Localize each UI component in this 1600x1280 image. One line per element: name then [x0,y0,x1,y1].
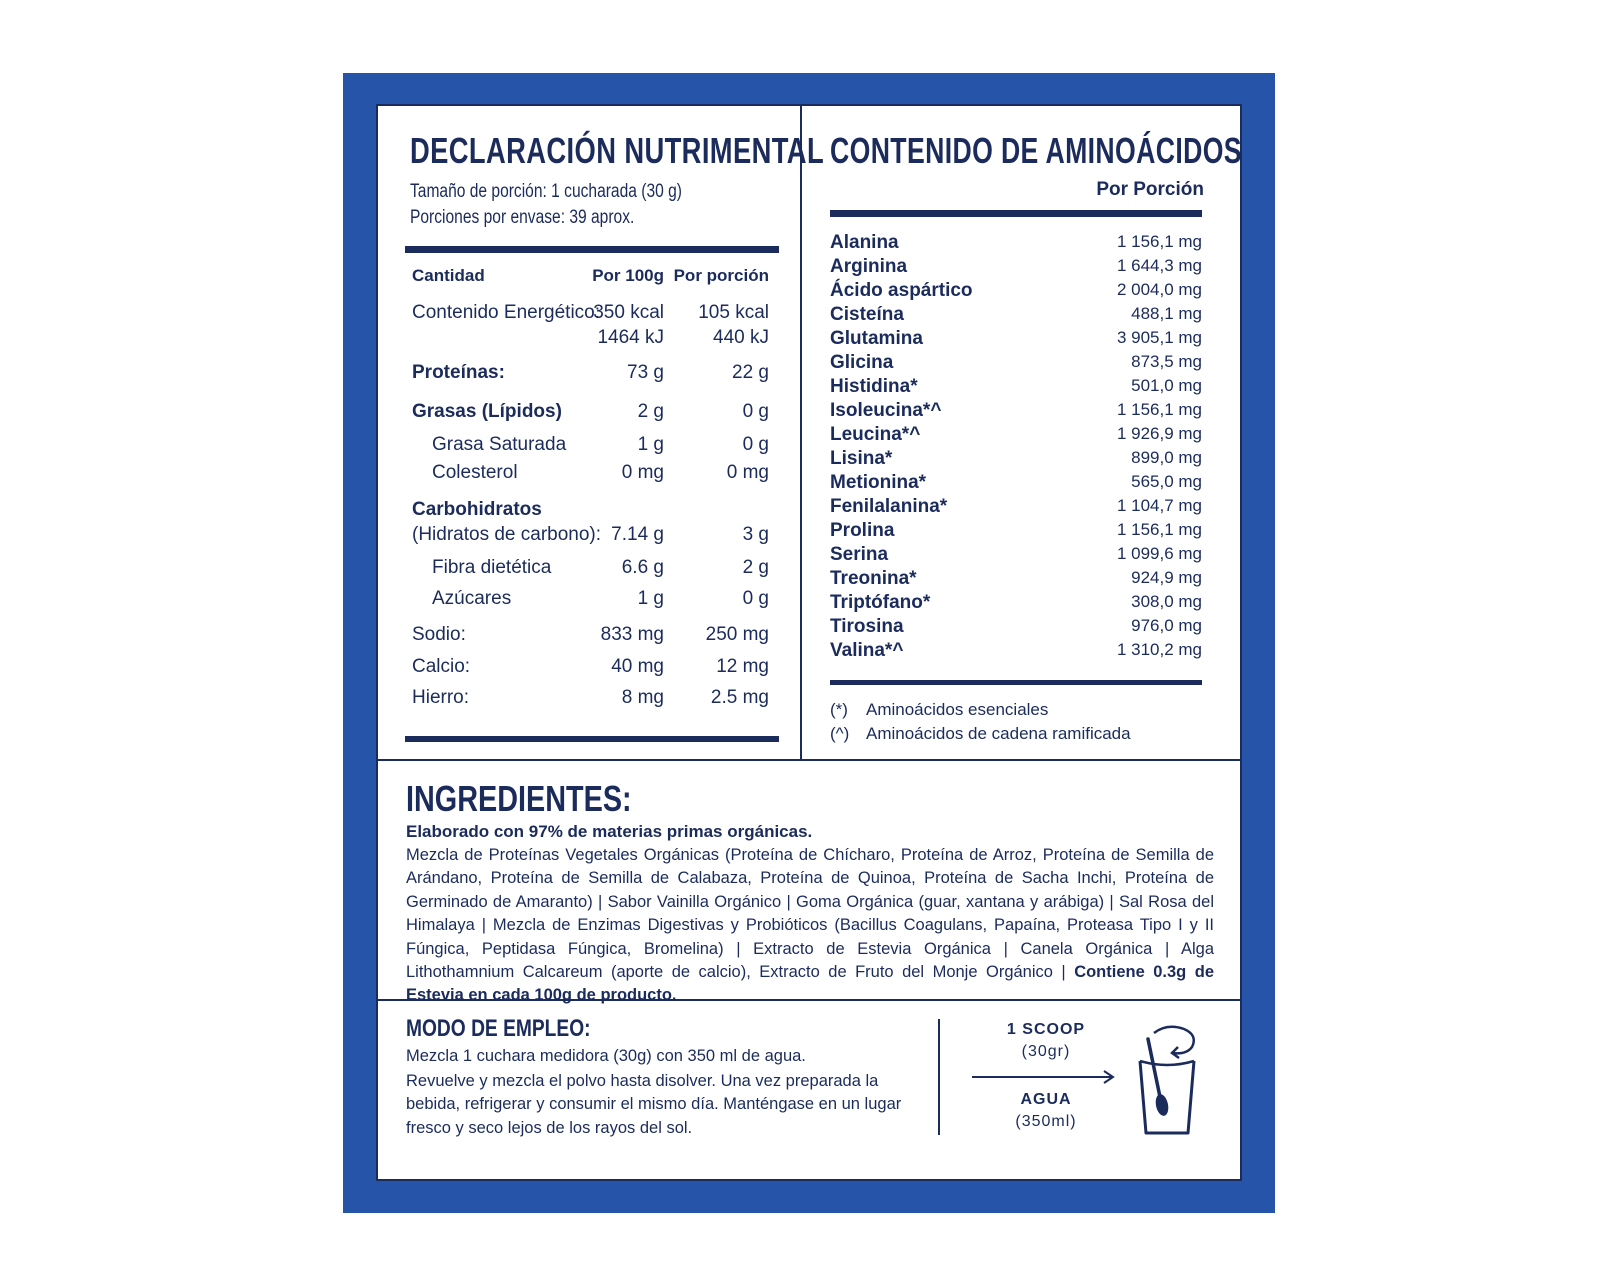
amino-row [830,520,1202,544]
amino-value: 899,0 mg [1131,448,1202,467]
row-label: Calcio: [412,656,471,677]
header-per100: Por 100g [592,266,664,285]
row-label: Hierro: [412,687,470,708]
scoop-amount: (30gr) [1021,1043,1071,1060]
usage-line-2: Revuelve y mezcla el polvo hasta disolver. Una vez preparada la bebida, refrigerar y consumir el mismo día. Manténgase en un lugar fresco y seco lejos de los rayos del sol. [406,1072,902,1137]
amino-name: Triptófano* [830,592,931,613]
usage-title: MODO DE EMPLEO: [406,1015,591,1042]
amino-row [830,280,1202,304]
nutrition-section [410,106,825,759]
amino-row [830,328,1202,352]
amino-name: Glutamina [830,328,923,349]
ingredients-lead: Elaborado con 97% de materias primas orgánicas. [406,822,813,841]
energy-kcal-serv: 105 kcal [698,302,769,323]
amino-row [830,256,1202,280]
row-per100: 0 mg [621,462,664,483]
amino-value: 488,1 mg [1131,304,1202,323]
row-per100: 2 g [637,401,664,422]
row-per100: 7.14 g [611,524,664,545]
amino-value: 3 905,1 mg [1116,328,1202,347]
amino-row [830,616,1202,640]
amino-name: Valina*^ [830,640,904,661]
ingredients-stevia-note: Contiene 0.3g de Estevia en cada 100g de producto. [406,963,1214,1005]
amino-row [830,592,1202,616]
row-label: Grasa Saturada [432,434,567,455]
row-label: (Hidratos de carbono): [412,524,602,545]
legend-text: Aminoácidos de cadena ramificada [866,724,1131,743]
header-perserv: Por porción [673,266,769,285]
row-perserv: 0 g [742,588,769,609]
header-qty: Cantidad [412,266,485,285]
amino-legend-essential [830,700,1048,720]
row-perserv: 3 g [742,524,769,545]
amino-name: Alanina [830,232,899,253]
amino-name: Arginina [830,256,908,277]
amino-row [830,448,1202,472]
row-perserv: 2 g [742,557,769,578]
energy-kcal-100: 350 kcal [593,302,664,323]
amino-name: Metionina* [830,472,927,493]
amino-value: 1 156,1 mg [1116,520,1202,539]
amino-name: Treonina* [830,568,917,589]
serving-size-label: Tamaño de porción: [410,181,547,202]
row-label: Proteínas: [412,362,505,383]
amino-row [830,472,1202,496]
usage-section [406,1001,1214,1179]
ingredients-title: INGREDIENTES: [406,778,632,819]
row-per100: 6.6 g [621,557,664,578]
row-per100: 40 mg [611,656,664,677]
amino-row [830,568,1202,592]
legend-text: Aminoácidos esenciales [866,700,1049,719]
nutrition-row-energy [412,302,774,352]
ingredients-body [406,844,1214,1008]
amino-value: 976,0 mg [1131,616,1202,635]
column-divider [800,106,802,759]
amino-legend-branched [830,724,1131,744]
row-per100: 1 g [637,588,664,609]
amino-name: Isoleucina*^ [830,400,942,421]
nutrition-thick-rule-top [405,246,779,253]
amino-row [830,376,1202,400]
amino-value: 1 099,6 mg [1116,544,1202,563]
row-perserv: 0 g [742,401,769,422]
water-label: AGUA [1020,1091,1072,1108]
row-perserv: 0 g [742,434,769,455]
energy-kj-serv: 440 kJ [713,327,769,348]
amino-value: 1 156,1 mg [1116,232,1202,251]
row-perserv: 0 mg [726,462,769,483]
amino-name: Ácido aspártico [830,280,973,301]
scoop-label: 1 SCOOP [1006,1021,1086,1038]
glass-with-spoon-icon [1132,1021,1202,1141]
amino-subtitle: Por Porción [1096,179,1204,200]
amino-name: Leucina*^ [830,424,921,445]
section-divider-top [378,759,1240,761]
energy-kj-100: 1464 kJ [597,327,664,348]
row-per100: 73 g [627,362,664,383]
nutrition-thick-rule-bottom [405,736,779,742]
amino-list [830,232,1202,672]
amino-name: Glicina [830,352,894,373]
amino-row [830,424,1202,448]
label-panel [376,104,1242,1181]
amino-value: 1 156,1 mg [1116,400,1202,419]
amino-value: 924,9 mg [1131,568,1202,587]
row-perserv: 12 mg [716,656,769,677]
row-label: Fibra dietética [432,557,552,578]
row-label: Colesterol [432,462,518,483]
servings-per-container [410,207,634,229]
amino-row [830,232,1202,256]
row-per100: 8 mg [621,687,664,708]
amino-value: 1 926,9 mg [1116,424,1202,443]
amino-name: Histidina* [830,376,918,397]
amino-title: CONTENIDO DE AMINOÁCIDOS [830,130,1242,171]
amino-thick-rule-top [830,210,1202,217]
amino-name: Lisina* [830,448,893,469]
amino-value: 1 644,3 mg [1116,256,1202,275]
amino-row [830,496,1202,520]
amino-row [830,304,1202,328]
row-label: Azúcares [432,588,512,609]
row-label: Sodio: [412,624,466,645]
serving-size-value: 1 cucharada (30 g) [551,181,682,202]
ingredients-text: Mezcla de Proteínas Vegetales Orgánicas (Proteína de Chícharo, Proteína de Arroz, Proteína de Semilla de Arándano, Proteína de Semilla de Calabaza, Proteína de Quinoa, Proteína de Sacha Inchi, Proteína de Germinado de Amaranto) | Sabor Vainilla Orgánico | Goma Orgánica (guar, xantana y arábiga) | Sal Rosa del Himalaya | Mezcla de Enzimas Digestivas y Probióticos (Bacillus Coagulans, Papaína, Proteasa Tipo I y II Fúngica, Peptidasa Fúngica, Bromelina) | Extracto de Estevia Orgánica | Canela Orgánica | Alga Lithothamnium Calcareum (aporte de calcio), Extracto de Fruto del Monje Orgánico | [406,846,1214,982]
servings-label: Porciones por envase: [410,207,566,228]
nutrition-table [412,266,774,746]
amino-section [830,106,1242,759]
legend-symbol: (*) [830,700,848,719]
amino-name: Tirosina [830,616,904,637]
amino-value: 501,0 mg [1131,376,1202,395]
amino-row [830,640,1202,664]
amino-row [830,544,1202,568]
amino-value: 873,5 mg [1131,352,1202,371]
row-perserv: 2.5 mg [710,687,769,708]
serving-size [410,181,682,203]
amino-thick-rule-bottom [830,680,1202,685]
row-perserv: 22 g [732,362,769,383]
amino-value: 308,0 mg [1131,592,1202,611]
row-label: Carbohidratos [412,499,542,520]
water-amount: (350ml) [1015,1113,1077,1130]
nutrition-title: DECLARACIÓN NUTRIMENTAL [410,130,825,171]
amino-value: 565,0 mg [1131,472,1202,491]
row-per100: 833 mg [600,624,664,645]
usage-line-1: Mezcla 1 cuchara medidora (30g) con 350 ml de agua. [406,1047,806,1065]
legend-symbol: (^) [830,724,850,743]
amino-value: 1 104,7 mg [1116,496,1202,515]
arrow-icon [972,1069,1122,1085]
amino-row [830,400,1202,424]
amino-value: 1 310,2 mg [1116,640,1202,659]
energy-label: Contenido Energético: [412,302,601,323]
amino-name: Serina [830,544,889,565]
usage-divider [938,1019,940,1135]
amino-name: Cisteína [830,304,904,325]
servings-value: 39 aprox. [569,207,635,228]
amino-row [830,352,1202,376]
amino-name: Prolina [830,520,895,541]
ingredients-section [406,770,1214,1005]
row-perserv: 250 mg [705,624,769,645]
row-label: Grasas (Lípidos) [412,401,562,422]
row-per100: 1 g [637,434,664,455]
amino-name: Fenilalanina* [830,496,948,517]
label-frame [343,73,1275,1213]
amino-value: 2 004,0 mg [1116,280,1202,299]
